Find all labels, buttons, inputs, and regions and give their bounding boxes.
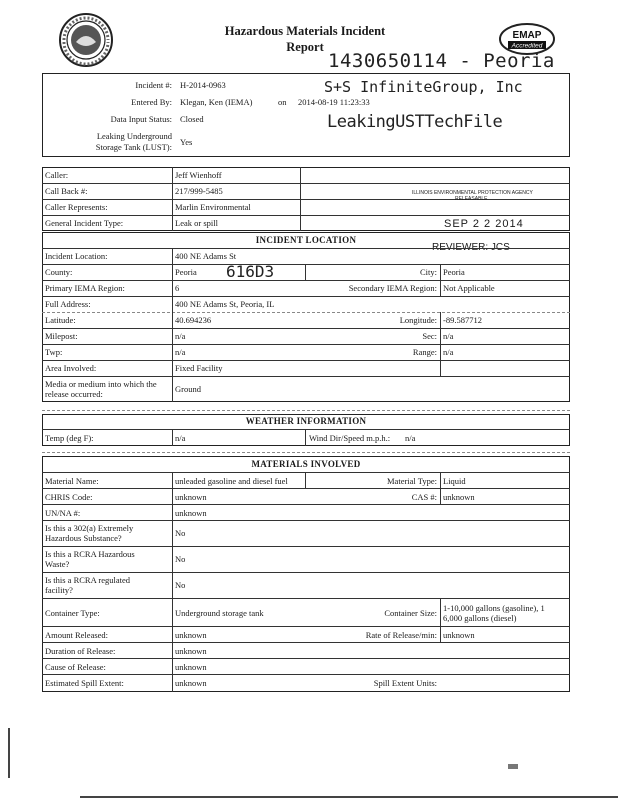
- wind-label: Wind Dir/Speed m.p.h.:: [309, 433, 391, 443]
- data-input-status: Closed: [180, 114, 204, 124]
- handwritten-company: S+S InfiniteGroup, Inc: [324, 78, 523, 96]
- secondary-region-label: Secondary IEMA Region:: [348, 283, 437, 293]
- stamp-date: SEP 2 2 2014: [444, 218, 524, 230]
- primary-region-label: Primary IEMA Region:: [45, 283, 125, 293]
- milepost: n/a: [175, 331, 186, 341]
- temp-label: Temp (deg F):: [45, 433, 94, 443]
- media-label-1: Media or medium into which the: [45, 379, 157, 389]
- material-name-label: Material Name:: [45, 476, 99, 486]
- chris-code-label: CHRIS Code:: [45, 492, 93, 502]
- range: n/a: [443, 347, 454, 357]
- stamp-releasable: RELEASABLE: [455, 196, 488, 202]
- longitude: -89.587712: [443, 315, 482, 325]
- location-value: 400 NE Adams St: [175, 251, 237, 261]
- caller-represents-label: Caller Represents:: [45, 202, 108, 212]
- cas-value: unknown: [443, 492, 475, 502]
- full-address: 400 NE Adams St, Peoria, IL: [175, 299, 275, 309]
- latitude-label: Latitude:: [45, 315, 76, 325]
- incident-type-label: General Incident Type:: [45, 218, 124, 228]
- materials-section-title: MATERIALS INVOLVED: [251, 459, 361, 469]
- twp: n/a: [175, 347, 186, 357]
- milepost-label: Milepost:: [45, 331, 78, 341]
- primary-region: 6: [175, 283, 180, 293]
- scan-bottom-edge: [80, 796, 618, 798]
- rcra-facility-value: No: [175, 580, 186, 590]
- cas-label: CAS #:: [411, 492, 437, 502]
- incident-number-label: Incident #:: [135, 80, 172, 90]
- area-involved-label: Area Involved:: [45, 363, 97, 373]
- data-input-status-label: Data Input Status:: [110, 114, 172, 124]
- incident-number: H-2014-0963: [180, 80, 226, 90]
- rate-value: unknown: [443, 630, 475, 640]
- emap-logo-text: EMAP: [512, 30, 542, 41]
- entered-on: 2014-08-19 11:23:33: [298, 97, 370, 107]
- full-address-label: Full Address:: [45, 299, 91, 309]
- county-value: Peoria: [175, 267, 197, 277]
- location-label: Incident Location:: [45, 251, 108, 261]
- rcra-label-1: Is this a RCRA Hazardous: [45, 549, 135, 559]
- stamp-agency: ILLINOIS ENVIRONMENTAL PROTECTION AGENCY: [412, 190, 533, 196]
- stamp-reviewer: REVIEWER: JCS: [432, 242, 510, 253]
- unna-value: unknown: [175, 508, 207, 518]
- container-type: Underground storage tank: [175, 608, 264, 618]
- unna-label: UN/NA #:: [45, 508, 81, 518]
- secondary-region: Not Applicable: [443, 283, 495, 293]
- amount-released: unknown: [175, 630, 207, 640]
- cause-value: unknown: [175, 662, 207, 672]
- container-size-2: 6,000 gallons (diesel): [443, 613, 517, 623]
- sec-label: Sec:: [422, 331, 437, 341]
- ehs-label-2: Hazardous Substance?: [45, 533, 122, 543]
- duration-value: unknown: [175, 646, 207, 656]
- weather-section-title: WEATHER INFORMATION: [245, 416, 367, 426]
- chris-code: unknown: [175, 492, 207, 502]
- material-type: Liquid: [443, 476, 466, 486]
- spill-units-label: Spill Extent Units:: [373, 678, 437, 688]
- state-seal-icon: [58, 12, 114, 68]
- rcra-facility-label-1: Is this a RCRA regulated: [45, 575, 130, 585]
- latitude: 40.694236: [175, 315, 212, 325]
- amount-released-label: Amount Released:: [45, 630, 109, 640]
- lust-label-2: Storage Tank (LUST):: [95, 142, 172, 152]
- materials-section: [42, 456, 570, 692]
- duration-label: Duration of Release:: [45, 646, 116, 656]
- handwritten-county-code: 616D3: [226, 262, 275, 281]
- temp-value: n/a: [175, 433, 186, 443]
- spill-extent-label: Estimated Spill Extent:: [45, 678, 124, 688]
- rcra-facility-label-2: facility?: [45, 585, 73, 595]
- container-size-label: Container Size:: [384, 608, 437, 618]
- spill-extent: unknown: [175, 678, 207, 688]
- container-size-1: 1-10,000 gallons (gasoline), 1: [443, 603, 545, 613]
- entered-on-label: on: [278, 97, 287, 107]
- media-value: Ground: [175, 384, 201, 394]
- ehs-value: No: [175, 528, 186, 538]
- handwritten-file: LeakingUSTTechFile: [327, 112, 503, 132]
- city-label: City:: [419, 267, 437, 277]
- wind-value: n/a: [405, 433, 416, 443]
- entered-by: Klegan, Ken (IEMA): [180, 97, 253, 107]
- incident-type: Leak or spill: [175, 218, 218, 228]
- cause-label: Cause of Release:: [45, 662, 106, 672]
- material-name: unleaded gasoline and diesel fuel: [175, 476, 288, 486]
- emap-logo-subtext: Accredited: [511, 42, 543, 50]
- scan-speck: [508, 764, 518, 769]
- city-value: Peoria: [443, 267, 465, 277]
- entered-by-label: Entered By:: [131, 97, 172, 107]
- twp-label: Twp:: [45, 347, 63, 357]
- container-type-label: Container Type:: [45, 608, 100, 618]
- rcra-label-2: Waste?: [45, 559, 70, 569]
- area-involved: Fixed Facility: [175, 363, 223, 373]
- county-label: County:: [45, 267, 73, 277]
- scan-edge-mark: [8, 728, 10, 778]
- ehs-label-1: Is this a 302(a) Extremely: [45, 523, 134, 533]
- rate-label: Rate of Release/min:: [365, 630, 437, 640]
- callback-number: 217/999-5485: [175, 186, 223, 196]
- callback-label: Call Back #:: [45, 186, 88, 196]
- sec: n/a: [443, 331, 454, 341]
- caller-name: Jeff Wienhoff: [175, 170, 222, 180]
- rcra-value: No: [175, 554, 186, 564]
- lust-label-1: Leaking Underground: [96, 131, 172, 141]
- longitude-label: Longitude:: [399, 315, 437, 325]
- material-type-label: Material Type:: [387, 476, 437, 486]
- media-label-2: release occurred:: [45, 389, 103, 399]
- location-section-title: INCIDENT LOCATION: [255, 235, 357, 245]
- lust-value: Yes: [180, 137, 193, 147]
- handwritten-incident-id: 1430650114 - Peoria: [328, 50, 555, 72]
- caller-represents: Marlin Environmental: [175, 202, 251, 212]
- report-subtitle: Report: [286, 40, 324, 54]
- range-label: Range:: [412, 347, 437, 357]
- caller-label: Caller:: [45, 170, 69, 180]
- report-title: Hazardous Materials Incident: [224, 24, 386, 38]
